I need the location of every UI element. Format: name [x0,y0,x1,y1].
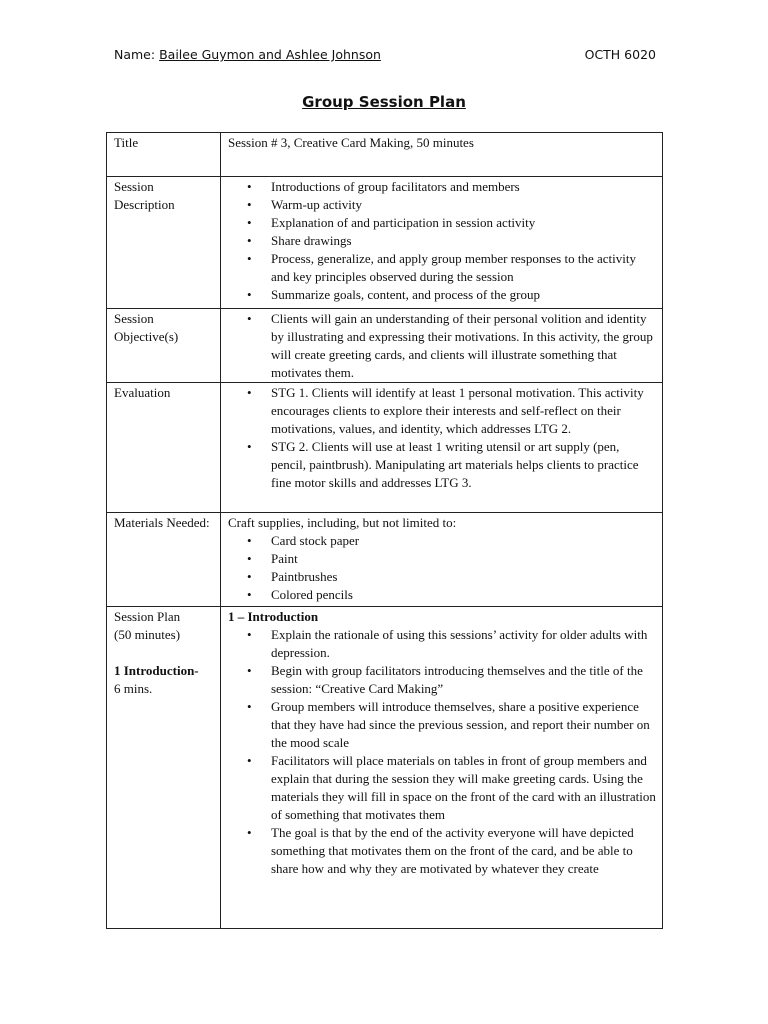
materials-list [228,532,657,604]
row-objectives-label: Session Objective(s) [107,309,221,383]
row-description-label: Session Description [107,177,221,309]
row-title-label: Title [107,133,221,177]
plan-label-section: 1 Introduction- [114,663,199,678]
list-item: • Group members will introduce themselves, share a positive experience that they have had since the previous session, and report their number on the mood scale [271,698,657,752]
list-item: • Paint [271,550,657,568]
list-item: • Summarize goals, content, and process of the group [271,286,657,304]
course-code: OCTH 6020 [584,47,656,62]
row-plan-content [221,607,663,929]
page-header [114,47,656,67]
list-item: • Explanation of and participation in session activity [271,214,657,232]
description-list [228,178,657,304]
plan-heading: 1 – Introduction [228,609,319,624]
plan-label-duration: 6 mins. [114,681,153,696]
row-objectives-content [221,309,663,383]
list-item: • STG 1. Clients will identify at least 1 personal motivation. This activity encourages clients to explore their interests and self-reflect on their motivations, values, and identity, which addresses LTG 2. [271,384,657,438]
row-materials-content [221,513,663,607]
list-item: • Clients will gain an understanding of their personal volition and identity by illustrating and expressing their motivations. In this activity, the group will create greeting cards, and clients will illustrate something that motivates them. [271,310,657,382]
objectives-list [228,310,657,382]
plan-label-line2: (50 minutes) [114,627,181,642]
list-item: • Begin with group facilitators introducing themselves and the title of the session: “Creative Card Making” [271,662,657,698]
list-item: • Paintbrushes [271,568,657,586]
row-session-objectives [107,309,663,383]
list-item: • Introductions of group facilitators and members [271,178,657,196]
list-item: • Card stock paper [271,532,657,550]
row-materials [107,513,663,607]
row-evaluation-content [221,383,663,513]
row-title-value: Session # 3, Creative Card Making, 50 minutes [221,133,663,177]
plan-label-line1: Session Plan [114,609,181,624]
evaluation-list [228,384,657,492]
row-session-description [107,177,663,309]
row-plan-label [107,607,221,929]
list-item: • Warm-up activity [271,196,657,214]
student-names: Bailee Guymon and Ashlee Johnson [159,47,381,62]
list-item: • Explain the rationale of using this sessions’ activity for older adults with depression. [271,626,657,662]
list-item: • Colored pencils [271,586,657,604]
list-item: • Facilitators will place materials on tables in front of group members and explain that during the session they will make greeting cards. Using the materials they will fill in space on the front of the card with an illustration of something that motivates them [271,752,657,824]
row-evaluation [107,383,663,513]
list-item: • Share drawings [271,232,657,250]
document-title [0,93,768,111]
row-description-content [221,177,663,309]
row-title [107,133,663,177]
list-item: • STG 2. Clients will use at least 1 writing utensil or art supply (pen, pencil, paintbrush). Manipulating art materials helps clients to practice fine motor skills and addresses LTG 3. [271,438,657,492]
list-item: • Process, generalize, and apply group member responses to the activity and key principles observed during the session [271,250,657,286]
document-title-text: Group Session Plan [302,93,466,111]
row-materials-label: Materials Needed: [107,513,221,607]
list-item: • The goal is that by the end of the activity everyone will have depicted something that motivates them on the front of the card, and be able to share how and why they are motivated by whatever they create [271,824,657,878]
name-line [114,47,381,62]
plan-list [228,626,657,878]
session-plan-table [106,132,663,929]
row-session-plan [107,607,663,929]
materials-intro: Craft supplies, including, but not limited to: [228,515,457,530]
name-label: Name: [114,47,156,62]
row-evaluation-label: Evaluation [107,383,221,513]
